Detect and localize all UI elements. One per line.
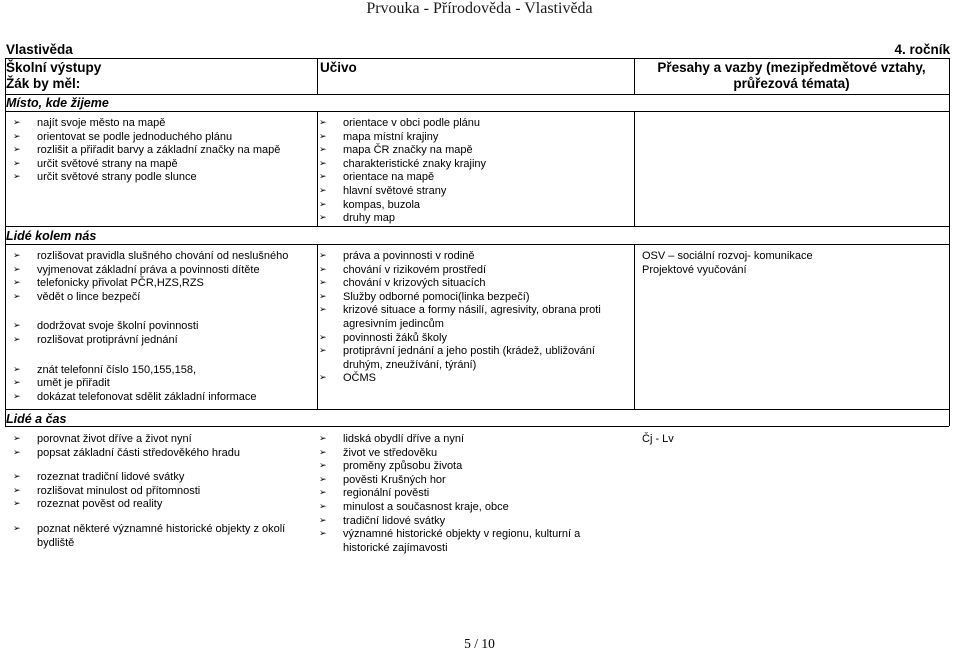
list-item: ➢ významné historické objekty v regionu, kulturní a historické zajímavosti [318, 528, 618, 555]
list-item: ➢ znát telefonní číslo 150,155,158, [12, 364, 312, 378]
list-item: ➢ chování v krizových situacích [318, 277, 630, 291]
column-divider [634, 244, 635, 410]
list-item: ➢ rozlišit a přiřadit barvy a základní značky na mapě [12, 144, 312, 158]
links-cell [642, 250, 942, 277]
section-title: Místo, kde žijeme [6, 96, 109, 110]
section-divider [5, 244, 949, 245]
list-item: ➢ Služby odborné pomoci(linka bezpečí) [318, 291, 630, 305]
links-line: Projektové vyučování [642, 263, 747, 276]
list-item: ➢ orientace na mapě [318, 171, 628, 185]
list-item: ➢ rozeznat pověst od reality [12, 498, 312, 512]
header-curriculum: Učivo [320, 60, 357, 75]
list-item: ➢ protiprávní jednání a jeho postih (krádež, ubližování druhým, zneužívání, týrání) [318, 345, 630, 372]
table-top-border [5, 58, 949, 59]
section-title: Lidé a čas [6, 412, 67, 426]
list-item: ➢ regionální pověsti [318, 487, 618, 501]
list-item: ➢ minulost a současnost kraje, obce [318, 501, 618, 515]
column-divider [634, 111, 635, 227]
links-line: OSV – sociální rozvoj- komunikace [642, 250, 813, 262]
list-item: ➢ porovnat život dříve a život nyní [12, 433, 312, 447]
links-line: Čj - Lv [642, 433, 674, 445]
outcomes-list [12, 433, 312, 550]
list-item: ➢ mapa místní krajiny [318, 131, 628, 145]
list-item: ➢ krizové situace a formy násilí, agresivity, obrana proti agresivním jedincům [318, 304, 630, 331]
outcomes-list [12, 250, 312, 404]
curriculum-list [318, 250, 630, 386]
subject-name: Vlastivěda [6, 42, 73, 57]
header-links [637, 60, 946, 92]
list-item: ➢ vědět o lince bezpečí [12, 291, 312, 305]
list-item: ➢ práva a povinnosti v rodině [318, 250, 630, 264]
column-divider [317, 58, 318, 95]
section-divider [5, 426, 949, 427]
section-title: Lidé kolem nás [6, 229, 97, 243]
list-item: ➢ dokázat telefonovat sdělit základní informace [12, 391, 312, 405]
header-bottom-border [5, 94, 949, 95]
list-item: ➢ dodržovat svoje školní povinnosti [12, 320, 312, 334]
section-divider [5, 409, 949, 410]
list-item: ➢ popsat základní části středověkého hradu [12, 447, 312, 461]
list-item: ➢ charakteristické znaky krajiny [318, 158, 628, 172]
list-item: ➢ poznat některé významné historické objekty z okolí bydliště [12, 523, 312, 550]
list-item: ➢ rozlišovat pravidla slušného chování od neslušného [12, 250, 312, 264]
curriculum-list [318, 433, 618, 555]
section-divider [5, 226, 949, 227]
list-item: ➢ rozlišovat minulost od přítomnosti [12, 485, 312, 499]
list-item: ➢ vyjmenovat základní práva a povinnosti dítěte [12, 264, 312, 278]
page-number: 5 / 10 [464, 636, 495, 651]
list-item: ➢ proměny způsobu života [318, 460, 618, 474]
list-item: ➢ kompas, buzola [318, 199, 628, 213]
list-item: ➢ druhy map [318, 212, 628, 226]
header-outcomes-line1: Školní výstupy [6, 60, 102, 75]
section-divider [5, 111, 949, 112]
links-cell [642, 433, 942, 447]
list-item: ➢ chování v rizikovém prostředí [318, 264, 630, 278]
list-item: ➢ povinnosti žáků školy [318, 332, 630, 346]
curriculum-list [318, 117, 628, 226]
header-links-line1: Přesahy a vazby (mezipředmětové vztahy, [657, 60, 926, 75]
list-item: ➢ telefonicky přivolat PČR,HZS,RZS [12, 277, 312, 291]
subject-row [6, 42, 950, 58]
list-item: ➢ rozlišovat protiprávní jednání [12, 334, 312, 348]
list-item: ➢ orientovat se podle jednoduchého plánu [12, 131, 312, 145]
document-title: Prvouka - Přírodověda - Vlastivěda [366, 0, 593, 17]
list-item: ➢ mapa ČR značky na mapě [318, 144, 628, 158]
list-item: ➢ život ve středověku [318, 447, 618, 461]
grade-label: 4. ročník [894, 42, 950, 57]
column-divider [634, 58, 635, 95]
list-item: ➢ určit světové strany podle slunce [12, 171, 312, 185]
list-item: ➢ tradiční lidové svátky [318, 515, 618, 529]
table-right-border [949, 58, 950, 426]
list-item: ➢ lidská obydlí dříve a nyní [318, 433, 618, 447]
list-item: ➢ hlavní světové strany [318, 185, 628, 199]
header-outcomes [6, 60, 101, 92]
header-outcomes-line2: Žák by měl: [6, 76, 81, 91]
list-item: ➢ umět je přiřadit [12, 377, 312, 391]
header-links-line2: průřezová témata) [733, 76, 850, 91]
list-item: ➢ pověsti Krušných hor [318, 474, 618, 488]
list-item: ➢ najít svoje město na mapě [12, 117, 312, 131]
list-item: ➢ rozeznat tradiční lidové svátky [12, 471, 312, 485]
outcomes-list [12, 117, 312, 185]
list-item: ➢ orientace v obci podle plánu [318, 117, 628, 131]
list-item: ➢ OČMS [318, 372, 630, 386]
list-item: ➢ určit světové strany na mapě [12, 158, 312, 172]
